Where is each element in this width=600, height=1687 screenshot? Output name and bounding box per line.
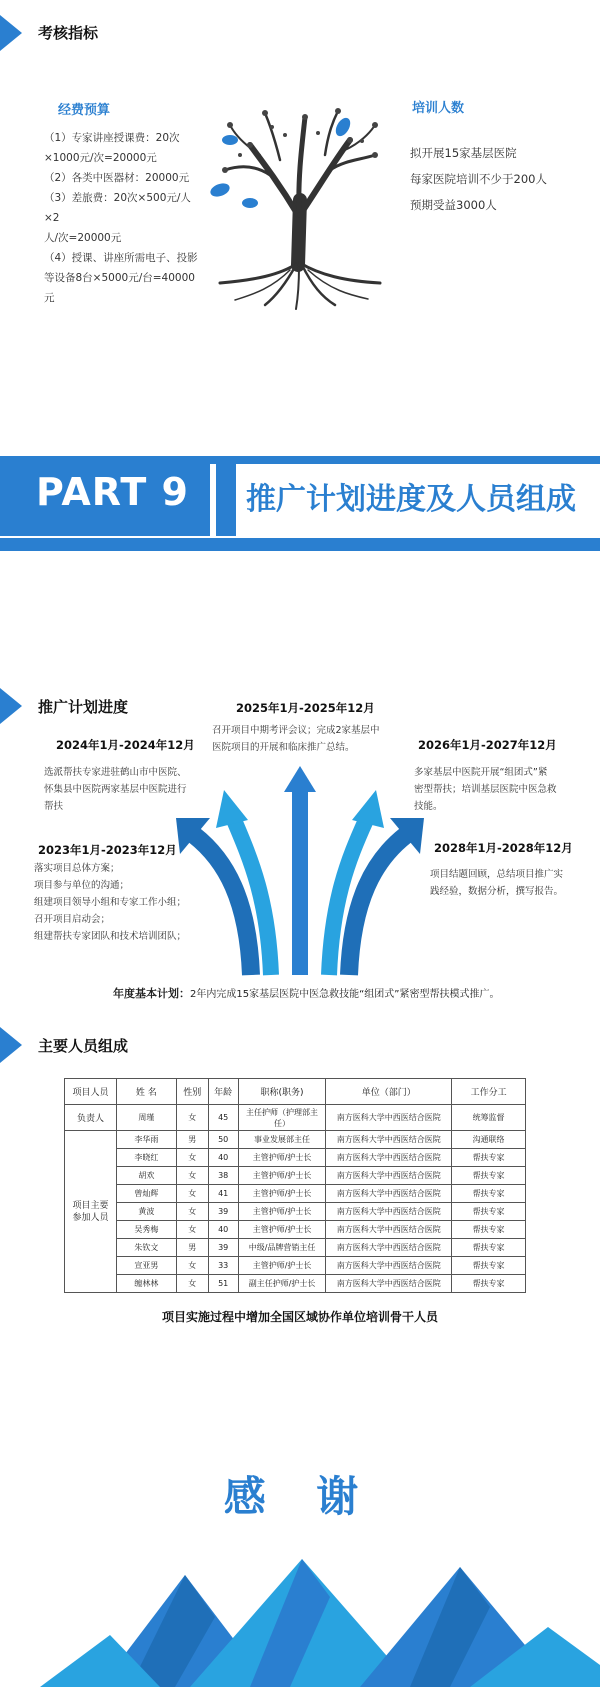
growth-arrows-icon	[176, 760, 424, 980]
budget-line: 人/次=20000元	[44, 232, 122, 244]
table-row	[65, 1185, 526, 1203]
budget-line: （1）专家讲座授课费：20次	[44, 132, 180, 144]
plan-desc-line: 选派帮扶专家进驻鹤山市中医院、	[44, 767, 187, 778]
staff-note: 项目实施过程中增加全国区域协作单位培训骨干人员	[161, 1310, 438, 1324]
staff-table	[64, 1078, 526, 1293]
plan-desc-line: 项目参与单位的沟通；	[34, 880, 130, 891]
header-cell: 职称(职务)	[238, 1079, 326, 1105]
annual-plan	[113, 985, 499, 1001]
plan-desc-line: 项目结题回顾，总结项目推广实	[430, 869, 564, 880]
plan-title: 推广计划进度	[38, 698, 129, 716]
age-cell: 38	[208, 1167, 238, 1185]
header-cell: 性别	[176, 1079, 208, 1105]
plan-desc-line: 召开项目中期考评会议；完成2家基层中	[212, 725, 380, 736]
budget-line: ×1000元/次=20000元	[44, 152, 157, 164]
title-cell: 主任护师（护理部主任）	[238, 1105, 326, 1131]
training-line: 预期受益3000人	[410, 198, 497, 212]
sex-cell: 女	[176, 1105, 208, 1131]
plan-date-2025: 2025年1月-2025年12月	[236, 701, 375, 715]
annual-plan-label: 年度基本计划：	[113, 987, 190, 1000]
budget-list	[44, 128, 204, 308]
plan-desc-line: 践经验，数据分析，撰写报告。	[430, 886, 564, 897]
sex-cell: 男	[176, 1131, 208, 1149]
unit-cell: 南方医科大学中西医结合医院	[326, 1275, 452, 1293]
tree-icon	[210, 105, 390, 310]
header-cell: 项目人员	[65, 1079, 117, 1105]
title-cell: 主管护师/护士长	[238, 1167, 326, 1185]
table-row	[65, 1239, 526, 1257]
duty-cell: 帮扶专家	[452, 1239, 526, 1257]
table-row	[65, 1257, 526, 1275]
group-cell: 项目主要参加人员	[65, 1131, 117, 1293]
mountains-decoration	[0, 1547, 600, 1687]
plan-desc-line: 组建项目领导小组和专家工作小组；	[34, 897, 187, 908]
kpi-title: 考核指标	[38, 24, 99, 42]
unit-cell: 南方医科大学中西医结合医院	[326, 1105, 452, 1131]
duty-cell: 帮扶专家	[452, 1257, 526, 1275]
duty-cell: 帮扶专家	[452, 1275, 526, 1293]
title-cell: 副主任护师/护士长	[238, 1275, 326, 1293]
training-title: 培训人数	[412, 101, 465, 116]
budget-line: （2）各类中医器材：20000元	[44, 172, 190, 184]
banner-bottom-bar	[0, 538, 600, 551]
sex-cell: 女	[176, 1185, 208, 1203]
table-row	[65, 1105, 526, 1131]
unit-cell: 南方医科大学中西医结合医院	[326, 1221, 452, 1239]
part-number: PART 9	[36, 470, 189, 514]
unit-cell: 南方医科大学中西医结合医院	[326, 1257, 452, 1275]
title-cell: 事业发展部主任	[238, 1131, 326, 1149]
unit-cell: 南方医科大学中西医结合医院	[326, 1167, 452, 1185]
name-cell: 朱钦文	[116, 1239, 176, 1257]
name-cell: 曾灿辉	[116, 1185, 176, 1203]
unit-cell: 南方医科大学中西医结合医院	[326, 1239, 452, 1257]
title-cell: 主管护师/护士长	[238, 1221, 326, 1239]
age-cell: 45	[208, 1105, 238, 1131]
plan-desc-line: 医院项目的开展和临床推广总结。	[212, 742, 355, 753]
table-row	[65, 1131, 526, 1149]
name-cell: 吴秀梅	[116, 1221, 176, 1239]
name-cell: 李晓红	[116, 1149, 176, 1167]
age-cell: 39	[208, 1239, 238, 1257]
plan-desc-2025	[212, 722, 392, 756]
table-row	[65, 1167, 526, 1185]
plan-desc-line: 多家基层中医院开展“组团式”紧	[414, 767, 548, 778]
banner-title: 推广计划进度及人员组成	[246, 482, 576, 517]
sex-cell: 女	[176, 1149, 208, 1167]
section-marker-icon	[0, 1027, 22, 1063]
name-cell: 李华雨	[116, 1131, 176, 1149]
unit-cell: 南方医科大学中西医结合医院	[326, 1203, 452, 1221]
budget-title: 经费预算	[58, 103, 111, 118]
plan-desc-2026	[414, 764, 574, 815]
age-cell: 33	[208, 1257, 238, 1275]
table-row	[65, 1221, 526, 1239]
duty-cell: 帮扶专家	[452, 1203, 526, 1221]
age-cell: 51	[208, 1275, 238, 1293]
group-cell: 负责人	[65, 1105, 117, 1131]
unit-cell: 南方医科大学中西医结合医院	[326, 1131, 452, 1149]
title-cell: 主管护师/护士长	[238, 1203, 326, 1221]
name-cell: 黄波	[116, 1203, 176, 1221]
age-cell: 50	[208, 1131, 238, 1149]
name-cell: 周瑾	[116, 1105, 176, 1131]
budget-line: 等设备8台×5000元/台=40000元	[44, 272, 195, 304]
plan-desc-line: 召开项目启动会；	[34, 914, 111, 925]
duty-cell: 帮扶专家	[452, 1221, 526, 1239]
thanks-title: 感 谢	[223, 1472, 377, 1521]
plan-desc-line: 组建帮扶专家团队和技术培训团队；	[34, 931, 187, 942]
plan-desc-line: 怀集县中医院两家基层中医院进行	[44, 784, 187, 795]
duty-cell: 统筹监督	[452, 1105, 526, 1131]
title-cell: 中级/品牌营销主任	[238, 1239, 326, 1257]
age-cell: 40	[208, 1221, 238, 1239]
sex-cell: 女	[176, 1167, 208, 1185]
training-line: 拟开展15家基层医院	[410, 146, 517, 160]
header-cell: 年龄	[208, 1079, 238, 1105]
sex-cell: 女	[176, 1275, 208, 1293]
plan-desc-line: 密型帮扶；培训基层医院中医急救	[414, 784, 557, 795]
sex-cell: 女	[176, 1257, 208, 1275]
budget-line: （3）差旅费：20次×500元/人×2	[44, 192, 191, 224]
plan-date-2024: 2024年1月-2024年12月	[56, 738, 195, 752]
unit-cell: 南方医科大学中西医结合医院	[326, 1185, 452, 1203]
title-cell: 主管护师/护士长	[238, 1185, 326, 1203]
title-cell: 主管护师/护士长	[238, 1257, 326, 1275]
age-cell: 41	[208, 1185, 238, 1203]
header-cell: 工作分工	[452, 1079, 526, 1105]
table-header-row	[65, 1079, 526, 1105]
training-list	[410, 140, 590, 218]
training-line: 每家医院培训不少于200人	[410, 172, 547, 186]
plan-desc-line: 技能。	[414, 801, 443, 812]
duty-cell: 帮扶专家	[452, 1185, 526, 1203]
annual-plan-text: 2年内完成15家基层医院中医急救技能“组团式”紧密型帮扶模式推广。	[190, 989, 500, 1000]
table-row	[65, 1203, 526, 1221]
section-marker-icon	[0, 688, 22, 724]
plan-desc-line: 落实项目总体方案；	[34, 863, 120, 874]
name-cell: 缠林林	[116, 1275, 176, 1293]
name-cell: 胡欢	[116, 1167, 176, 1185]
plan-date-2023: 2023年1月-2023年12月	[38, 843, 177, 857]
budget-line: （4）授课、讲座所需电子、投影	[44, 252, 198, 264]
banner-divider-bar	[216, 456, 236, 536]
plan-date-2026: 2026年1月-2027年12月	[418, 738, 557, 752]
plan-date-2028: 2028年1月-2028年12月	[434, 841, 573, 855]
header-cell: 单位（部门）	[326, 1079, 452, 1105]
unit-cell: 南方医科大学中西医结合医院	[326, 1149, 452, 1167]
header-cell: 姓 名	[116, 1079, 176, 1105]
duty-cell: 沟通联络	[452, 1131, 526, 1149]
sex-cell: 男	[176, 1239, 208, 1257]
sex-cell: 女	[176, 1203, 208, 1221]
age-cell: 39	[208, 1203, 238, 1221]
staff-title: 主要人员组成	[38, 1037, 129, 1055]
duty-cell: 帮扶专家	[452, 1149, 526, 1167]
sex-cell: 女	[176, 1221, 208, 1239]
name-cell: 宣亚男	[116, 1257, 176, 1275]
age-cell: 40	[208, 1149, 238, 1167]
title-cell: 主管护师/护士长	[238, 1149, 326, 1167]
table-row	[65, 1149, 526, 1167]
duty-cell: 帮扶专家	[452, 1167, 526, 1185]
member-rows	[65, 1131, 526, 1293]
plan-desc-line: 帮扶	[44, 801, 64, 812]
plan-desc-2028	[430, 866, 580, 900]
section-marker-icon	[0, 15, 22, 51]
table-row	[65, 1275, 526, 1293]
